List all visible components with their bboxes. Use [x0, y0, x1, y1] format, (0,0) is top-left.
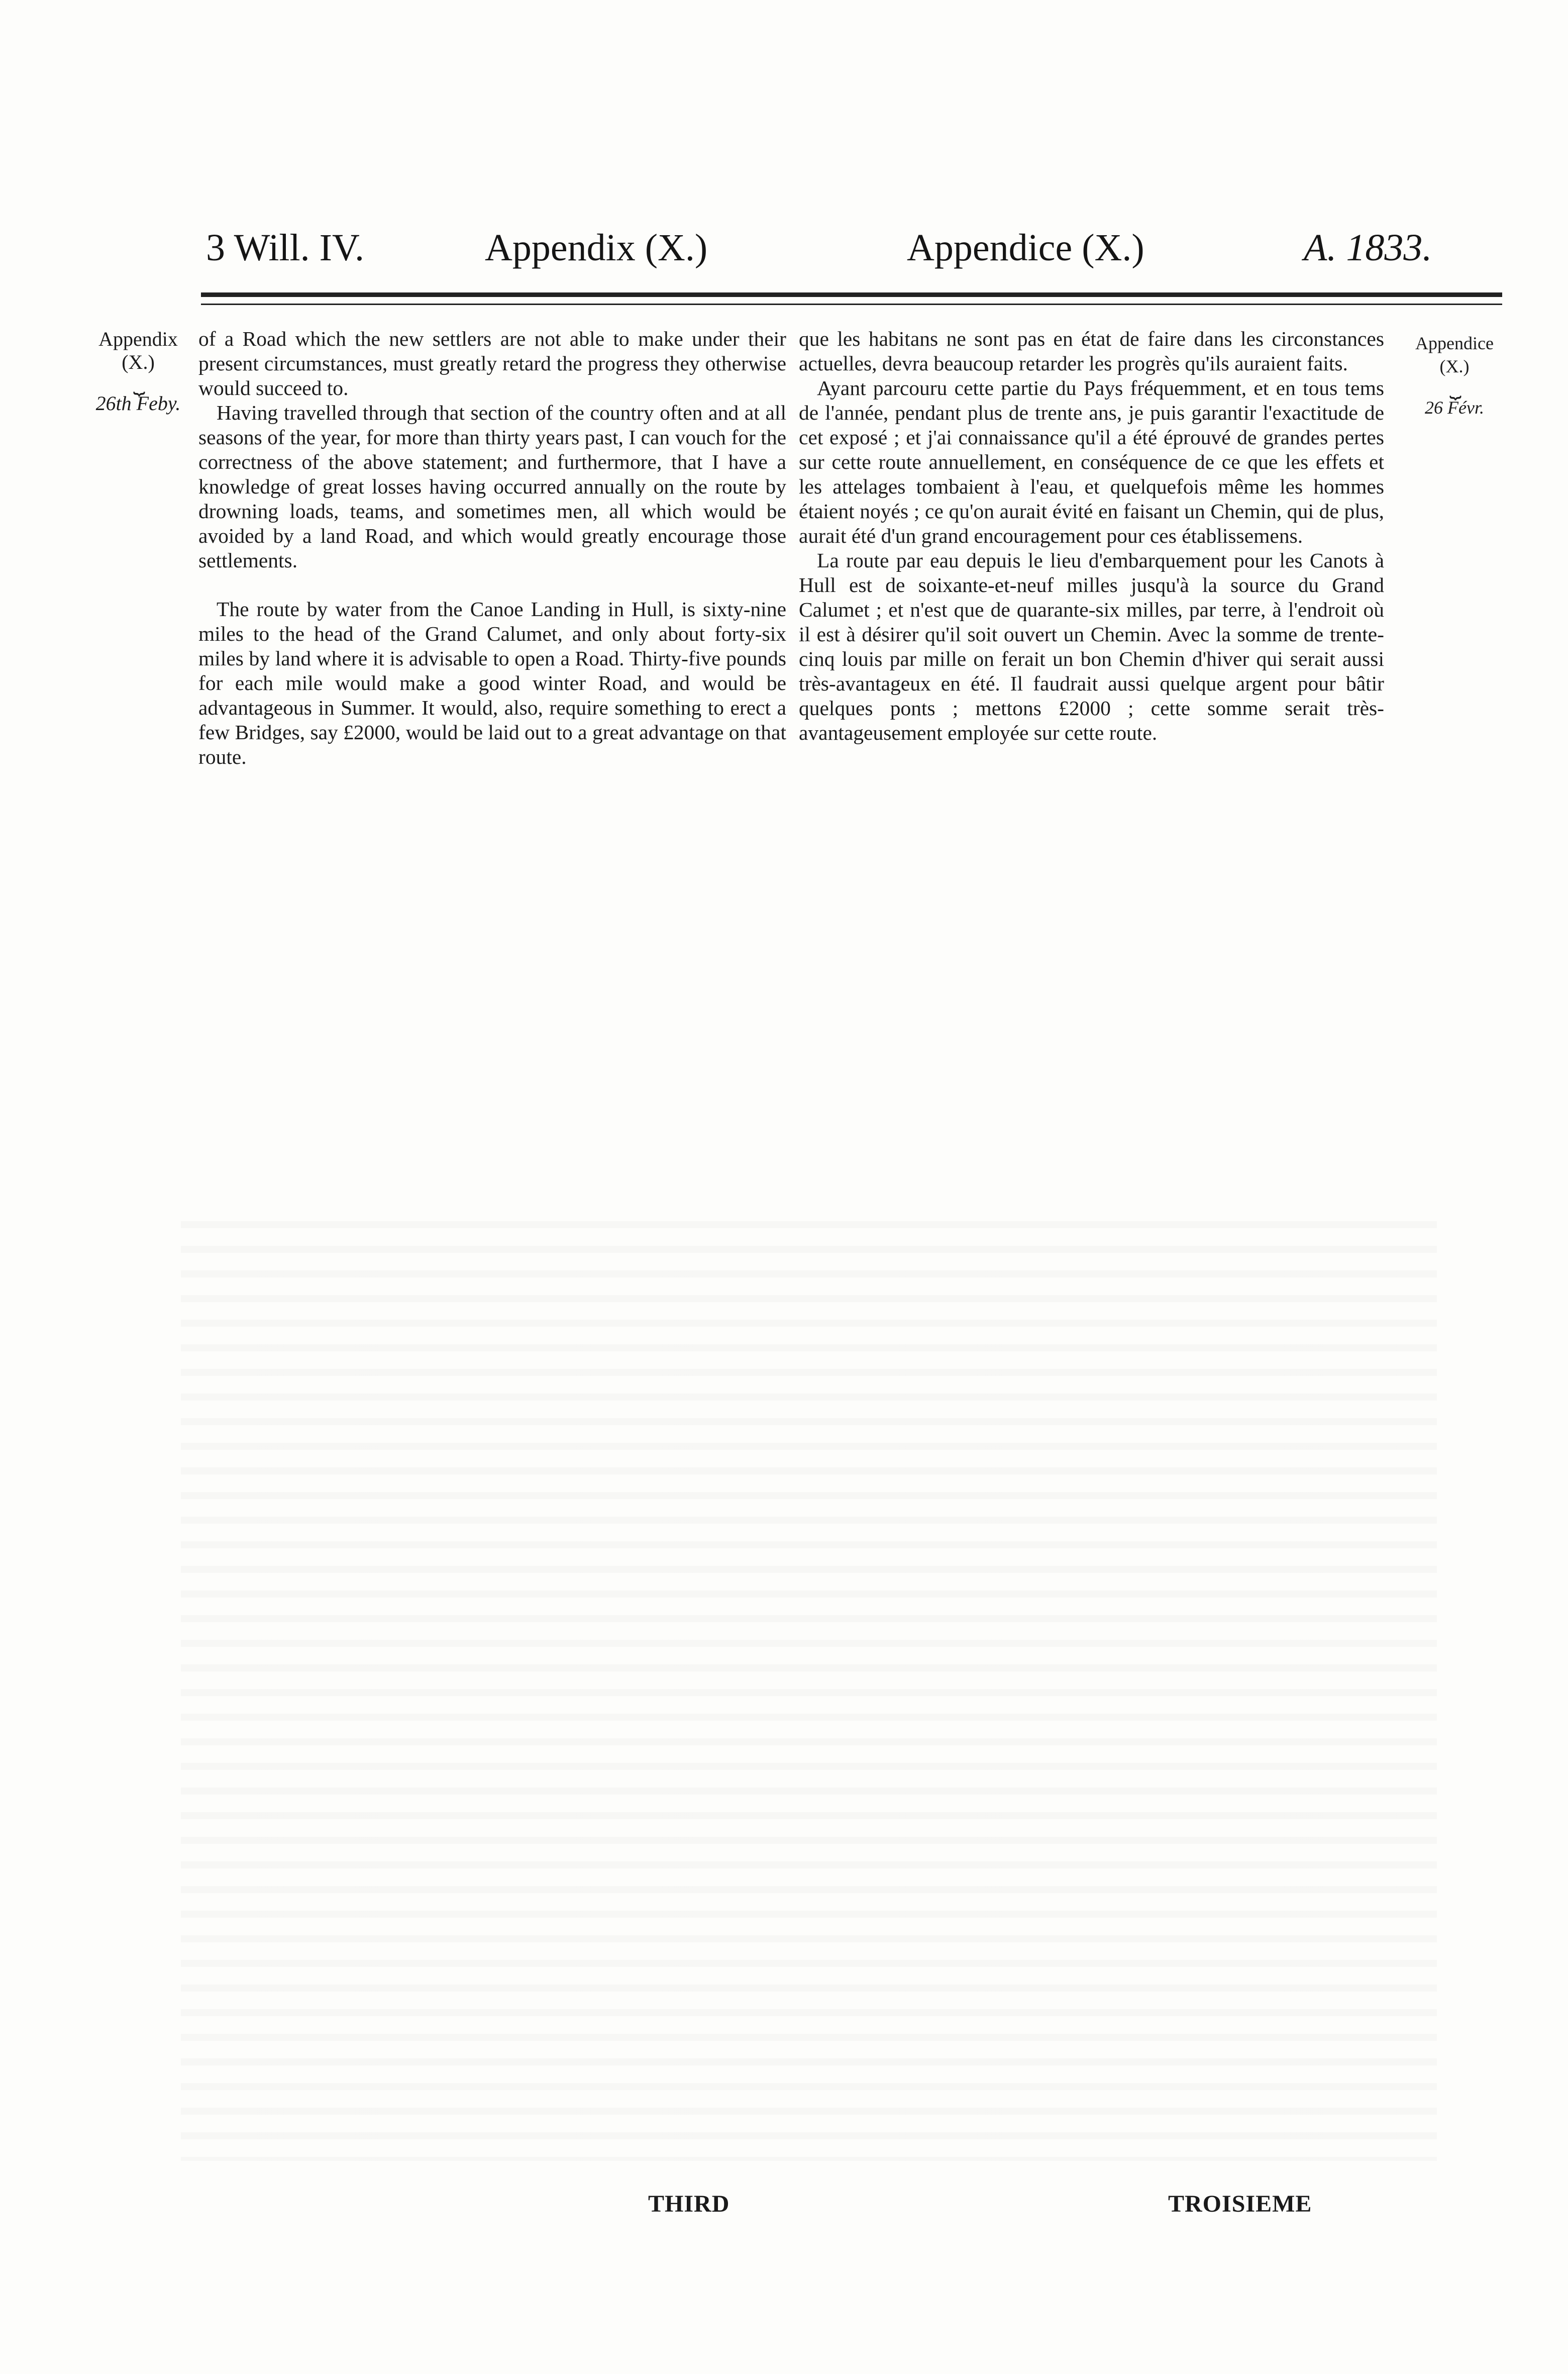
- header-appendix-fr: Appendice (X.): [907, 227, 1144, 269]
- margin-label-fr: Appendice: [1415, 333, 1494, 353]
- catchword-fr: TROISIEME: [1168, 2191, 1312, 2217]
- french-paragraph-3: La route par eau depuis le lieu d'embarquement pour les Canots à Hull est de soixante-et-neuf milles jusqu'à la source du Grand Calumet ; et n'est que de quarante-six milles, par terre, à l'endroit où il est à désirer qu'il soit ouvert un Chemin. Avec la somme de trente-cinq louis par mille on ferait un bon Chemin d'hiver qui serait aussi très-avantageux en été. Il faudrait aussi quelque argent pour bâtir quelques ponts ; mettons £2000 ; cette somme serait très-avantageusement employée sur cette route.: [799, 549, 1384, 744]
- margin-brace-icon: ⏟: [133, 372, 143, 394]
- margin-note-left: [80, 328, 196, 415]
- margin-note-right: [1392, 332, 1517, 419]
- margin-date-fr: 26 Févr.: [1425, 398, 1484, 418]
- english-column: [198, 327, 786, 769]
- header-rule-thick: [201, 292, 1502, 297]
- french-paragraph-2: Ayant parcouru cette partie du Pays fréquemment, et en tous tems de l'année, pendant plus de trente ans, je puis garantir l'exactitude de cet exposé ; et j'ai connaissance qu'il a été éprouvé de grandes pertes sur cette route annuellement, en conséquence de ce que les effets et les attelages tombaient à l'eau, et quelquefois même les hommes étaient noyés ; ce qu'on aurait évité en faisant un Chemin, qui de plus, aurait été d'un grand encouragement pour ces établissemens.: [799, 376, 1384, 547]
- margin-brace-right-icon: ⏟: [1449, 376, 1459, 399]
- catchword-en: THIRD: [648, 2191, 730, 2217]
- margin-sub-fr: (X.): [1439, 356, 1470, 376]
- english-paragraph-1: of a Road which the new settlers are not able to make under their present circumstances, must greatly retard the progress they otherwise would succeed to.: [198, 327, 786, 400]
- french-column: [799, 327, 1384, 745]
- show-through-texture: [181, 1206, 1437, 2161]
- english-paragraph-3: The route by water from the Canoe Landing in Hull, is sixty-nine miles to the head of the Grand Calumet, and only about forty-six miles by land where it is advisable to open a Road. Thirty-five pounds for each mile would make a good winter Road, and would be advantageous in Summer. It would, also, require something to erect a few Bridges, say £2000, would be laid out to a great advantage on that route.: [198, 598, 786, 768]
- header-year: A. 1833.: [1304, 227, 1432, 269]
- margin-sub-en: (X.): [122, 351, 155, 373]
- margin-date-en: 26th Feby.: [95, 392, 181, 415]
- french-paragraph-1: que les habitans ne sont pas en état de faire dans les circonstances actuelles, devra beaucoup retarder les progrès qu'ils auraient faits.: [799, 327, 1384, 375]
- header-appendix-en: Appendix (X.): [485, 227, 708, 269]
- english-paragraph-2: Having travelled through that section of the country often and at all seasons of the year, for more than thirty years past, I can vouch for the correctness of the above statement; and furthermore, that I have a knowledge of great losses having occurred annually on the route by drowning loads, teams, and sometimes men, all which would be avoided by a land Road, and which would greatly encourage those settlements.: [198, 401, 786, 572]
- margin-label-en: Appendix: [98, 328, 178, 350]
- header-session: 3 Will. IV.: [206, 227, 365, 269]
- header-rule-thin: [201, 304, 1502, 305]
